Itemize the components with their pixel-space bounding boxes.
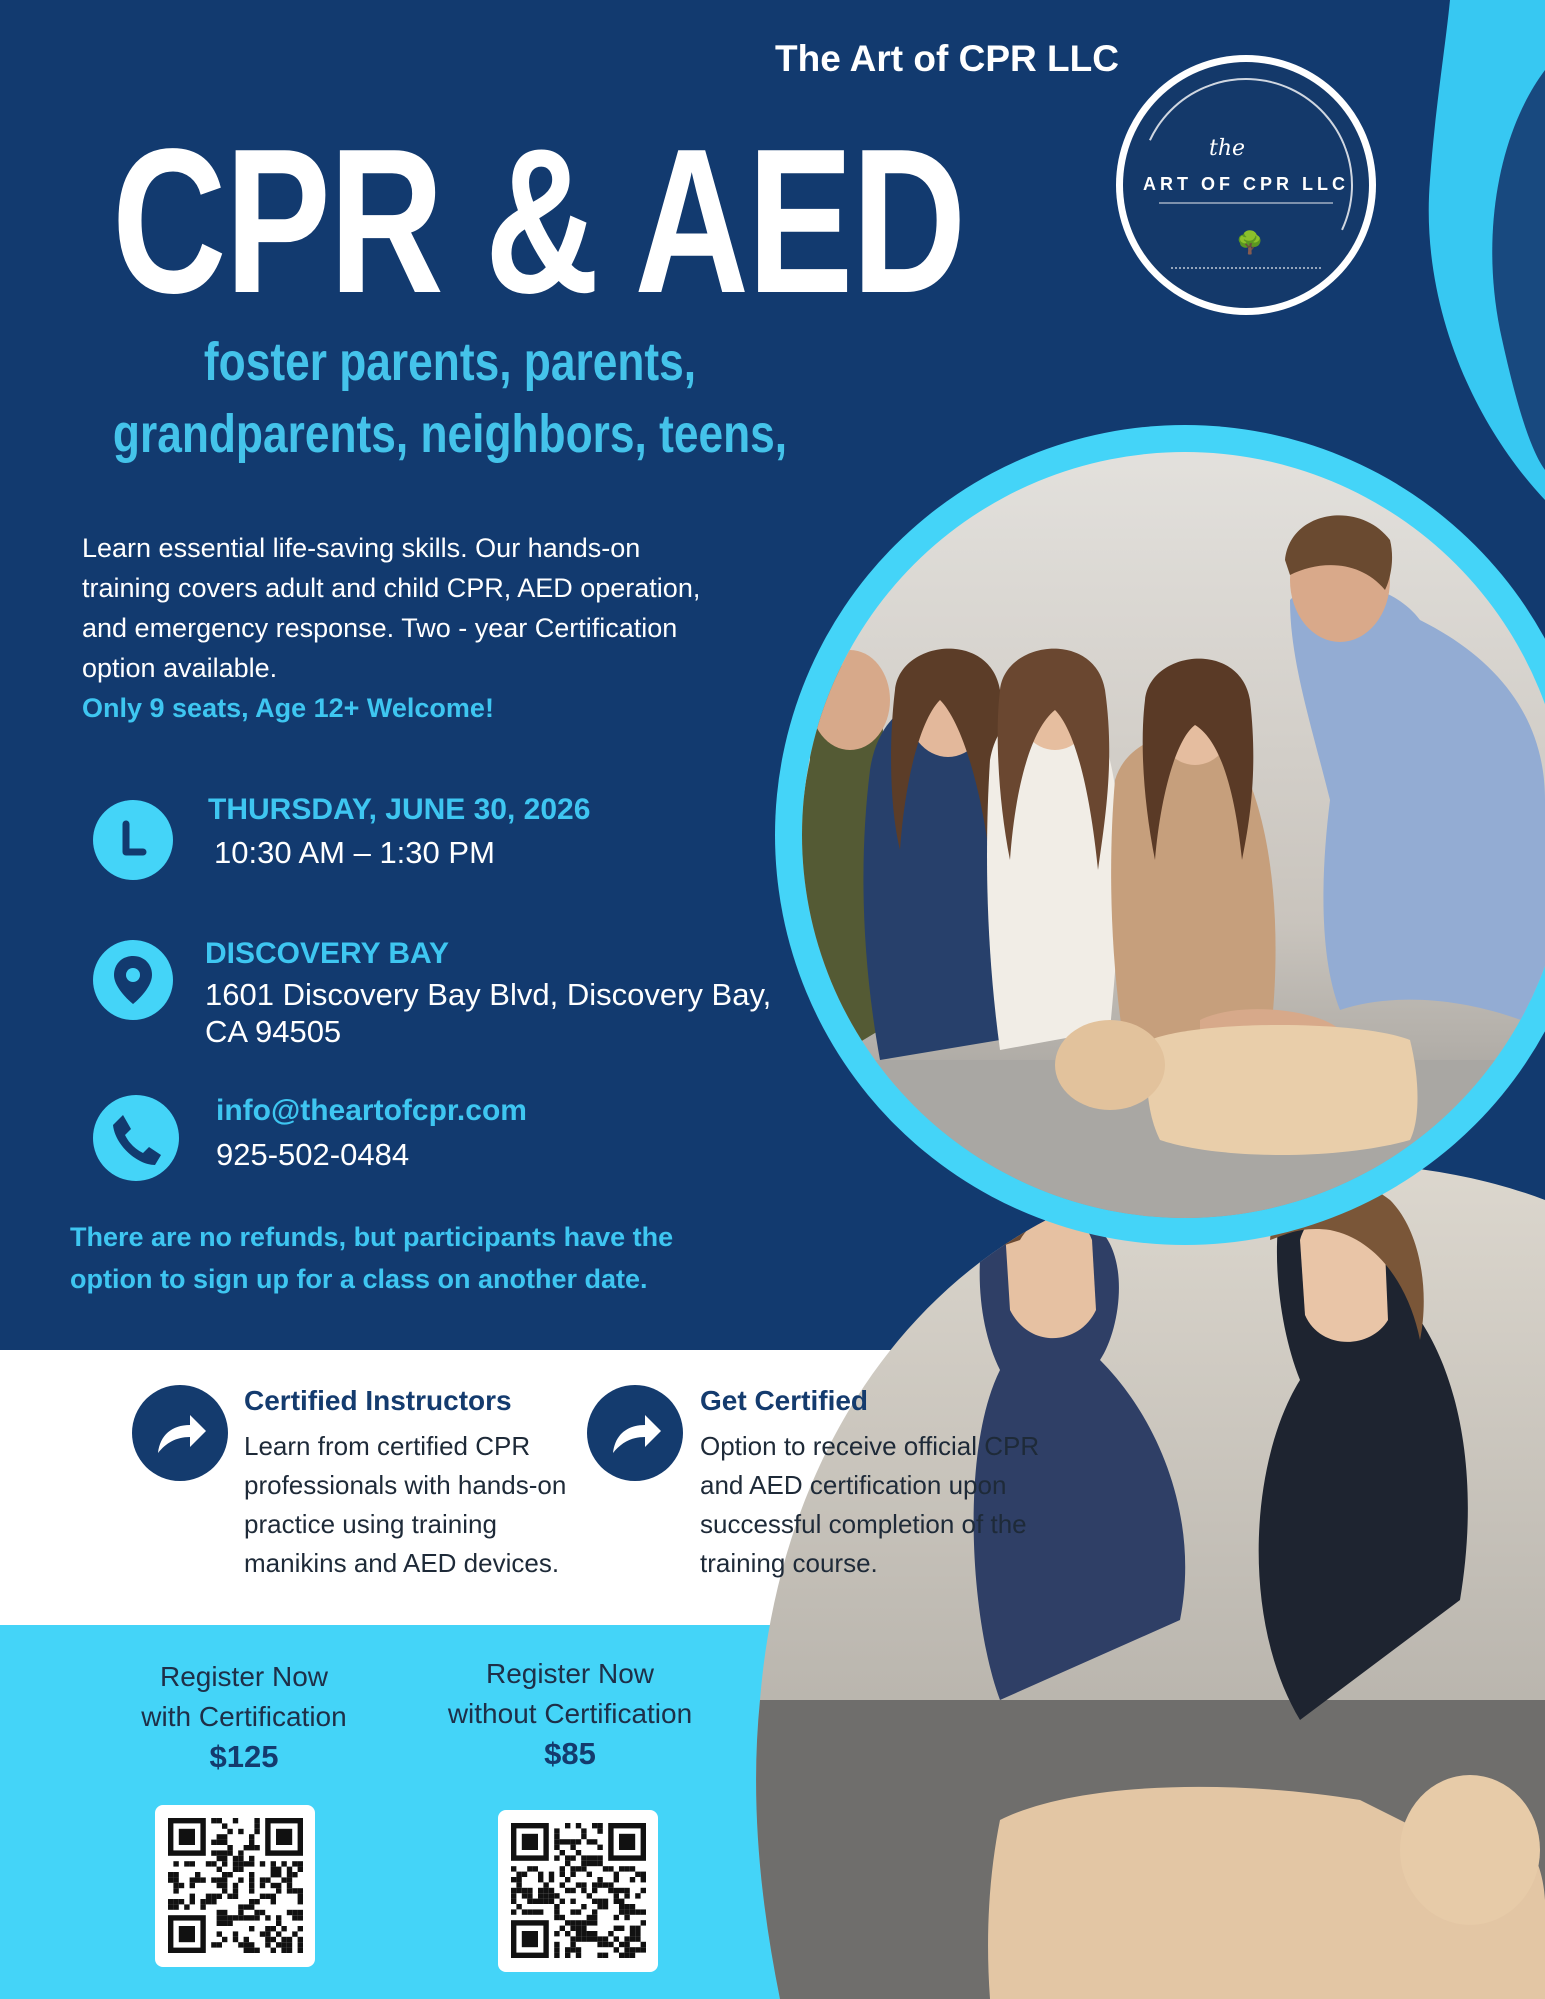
address-line-2: CA 94505 [205, 1014, 342, 1049]
feature-text-1: Learn from certified CPR professionals with hands-on practice using training manikins and AED devices. [244, 1431, 567, 1578]
location-pin-icon [93, 940, 173, 1020]
register-with-certification[interactable] [104, 1657, 384, 1777]
register-label-line1: Register Now [159, 1661, 329, 1692]
audience-list [81, 326, 819, 470]
intro-text: Learn essential life-saving skills. Our hands-on training covers adult and child CPR, AED operation, and emergency response. Two - year Certification option available. [82, 533, 701, 683]
logo-dots [1171, 267, 1321, 271]
contact-phone[interactable]: 925-502-0484 [216, 1137, 410, 1172]
address-line-1: 1601 Discovery Bay Blvd, Discovery Bay, [205, 977, 772, 1012]
brand-logo [1116, 55, 1376, 315]
contact-email[interactable]: info@theartofcpr.com [216, 1094, 527, 1127]
phone-icon [93, 1095, 179, 1181]
qr-code-icon[interactable] [498, 1810, 658, 1972]
headline: CPR & AED [112, 106, 965, 336]
share-arrow-icon [587, 1385, 683, 1481]
logo-divider [1159, 202, 1333, 204]
location-address [205, 976, 771, 1050]
tree-icon: 🌳 [1236, 230, 1264, 255]
clock-icon [93, 800, 173, 880]
feature-title-2: Get Certified [700, 1385, 869, 1416]
qr-code-icon[interactable] [155, 1805, 315, 1967]
logo-mark: the [1209, 136, 1246, 161]
price-with-certification: $125 [209, 1739, 279, 1774]
seats-highlight: Only 9 seats, Age 12+ Welcome! [82, 693, 494, 723]
register-label-line1: Register Now [485, 1658, 655, 1689]
audience-line-2: grandparents, neighbors, teens, [112, 404, 788, 464]
feature-text-2: Option to receive official CPR and AED certification upon successful completion of the training course. [700, 1431, 1040, 1578]
event-time: 10:30 AM – 1:30 PM [214, 835, 495, 870]
refund-policy: There are no refunds, but participants have the option to sign up for a class on another date. [70, 1222, 674, 1294]
brand-title: The Art of CPR LLC [775, 38, 1119, 79]
register-label-line2: without Certification [447, 1698, 693, 1729]
intro-block [82, 528, 722, 728]
price-without-certification: $85 [544, 1736, 596, 1771]
register-without-certification[interactable] [420, 1654, 720, 1774]
event-date: THURSDAY, JUNE 30, 2026 [208, 793, 591, 826]
feature-title-1: Certified Instructors [244, 1385, 512, 1416]
location-name: DISCOVERY BAY [205, 937, 449, 970]
register-label-line2: with Certification [141, 1701, 347, 1732]
audience-line-1: foster parents, parents, [203, 332, 697, 392]
logo-inner [1123, 62, 1369, 308]
share-arrow-icon [132, 1385, 228, 1481]
logo-text: ART OF CPR LLC [1143, 174, 1349, 194]
